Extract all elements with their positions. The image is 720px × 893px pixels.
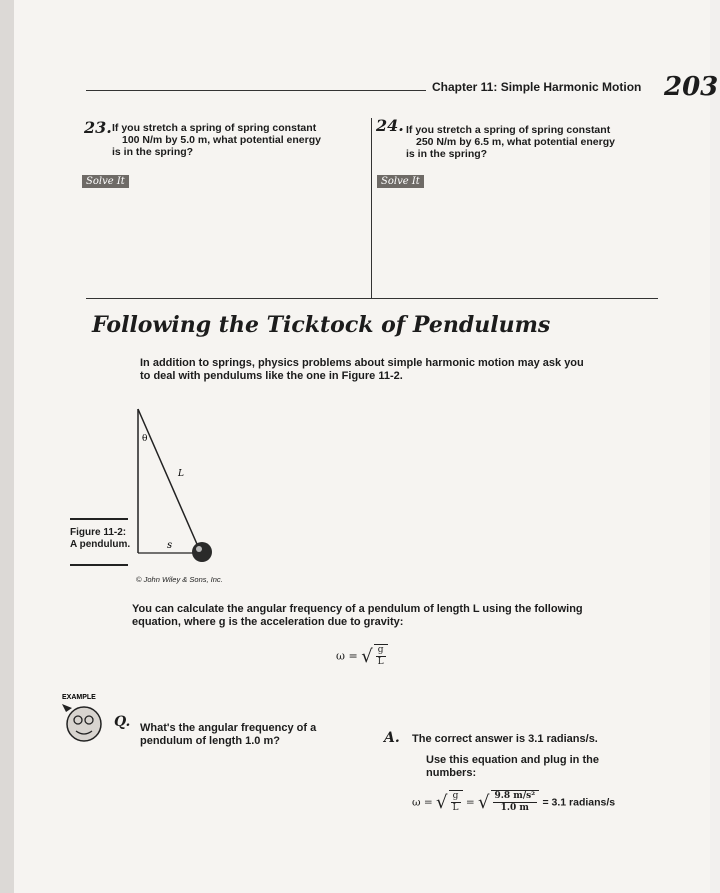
problem-text-line: is in the spring? xyxy=(406,148,488,160)
calc-denominator: 1.0 m xyxy=(500,803,529,813)
pendulum-diagram xyxy=(130,405,240,570)
figure-copyright: © John Wiley & Sons, Inc. xyxy=(136,575,223,584)
pendulum-string xyxy=(138,409,200,551)
problem-24-number: 24. xyxy=(376,116,404,135)
problem-text-line: If you stretch a spring of spring constant xyxy=(112,122,317,134)
column-divider xyxy=(371,118,372,298)
steps-line: numbers: xyxy=(426,767,477,779)
header-rule xyxy=(86,90,426,91)
problem-text-line: 100 N/m by 5.0 m, what potential energy xyxy=(122,134,321,146)
pendulum-bob xyxy=(192,542,212,562)
figure-label: Figure 11-2: xyxy=(70,527,127,538)
example-icon-label: EXAMPLE xyxy=(62,694,96,701)
example-steps xyxy=(426,754,599,780)
problem-text-line: 250 N/m by 6.5 m, what potential energy xyxy=(416,136,615,148)
angular-frequency-equation xyxy=(336,644,388,668)
chapter-title: Chapter 11: Simple Harmonic Motion xyxy=(432,80,642,94)
figure-caption-text: A pendulum. xyxy=(70,539,131,550)
calc-numerator: 9.8 m/s² xyxy=(494,791,536,801)
equation-numerator: g xyxy=(376,645,386,657)
sqrt-symbol: √ xyxy=(436,792,448,813)
solve-it-badge: Solve It xyxy=(377,175,424,188)
example-icon-face xyxy=(67,707,101,741)
figure-caption xyxy=(70,527,130,551)
length-label: L xyxy=(178,469,184,479)
answer-marker: A. xyxy=(384,730,400,746)
figure-caption-rule-bottom xyxy=(70,564,128,566)
sqrt-symbol: √ xyxy=(478,792,490,813)
equation-denominator: L xyxy=(377,657,384,667)
calc-result: = 3.1 radians/s xyxy=(542,796,616,809)
solve-it-badge: Solve It xyxy=(82,175,129,188)
equation-lhs: ω = xyxy=(336,649,358,663)
section-divider xyxy=(86,298,658,299)
intro-line: In addition to springs, physics problems about simple harmonic motion may ask you xyxy=(140,357,584,369)
book-page xyxy=(14,0,719,893)
example-icon-hand xyxy=(62,704,72,712)
page-number: 203 xyxy=(664,72,719,102)
explanation xyxy=(132,603,583,629)
sqrt-symbol: √ xyxy=(361,646,373,667)
problem-text-line: is in the spring? xyxy=(112,146,194,158)
question-line: pendulum of length 1.0 m? xyxy=(140,735,280,747)
question-marker: Q. xyxy=(114,714,131,730)
problem-23-number: 23. xyxy=(84,118,112,137)
calc-g: g xyxy=(451,791,461,803)
arc-label: s xyxy=(167,540,173,551)
theta-label: θ xyxy=(142,434,148,444)
problem-text-line: If you stretch a spring of spring constant xyxy=(406,124,611,136)
intro-line: to deal with pendulums like the one in Figure 11-2. xyxy=(140,370,403,382)
steps-line: Use this equation and plug in the xyxy=(426,754,599,766)
example-icon xyxy=(52,690,116,750)
example-answer: The correct answer is 3.1 radians/s. xyxy=(412,733,598,745)
explanation-line: You can calculate the angular frequency of a pendulum of length L using the following xyxy=(132,603,583,615)
problem-23-text xyxy=(112,122,321,158)
calc-lhs: ω = xyxy=(412,796,433,809)
calc-equals: = xyxy=(465,796,475,809)
example-calculation xyxy=(412,790,615,814)
problem-24-text xyxy=(406,124,615,160)
explanation-line: equation, where g is the acceleration due to gravity: xyxy=(132,616,404,628)
section-intro xyxy=(140,357,584,383)
section-heading: Following the Ticktock of Pendulums xyxy=(92,312,551,338)
figure-caption-rule-top xyxy=(70,518,128,520)
question-line: What's the angular frequency of a xyxy=(140,722,317,734)
example-question xyxy=(140,722,316,748)
pendulum-bob-highlight xyxy=(196,546,202,552)
page-edge-shadow xyxy=(0,0,14,893)
calc-L: L xyxy=(452,803,459,813)
